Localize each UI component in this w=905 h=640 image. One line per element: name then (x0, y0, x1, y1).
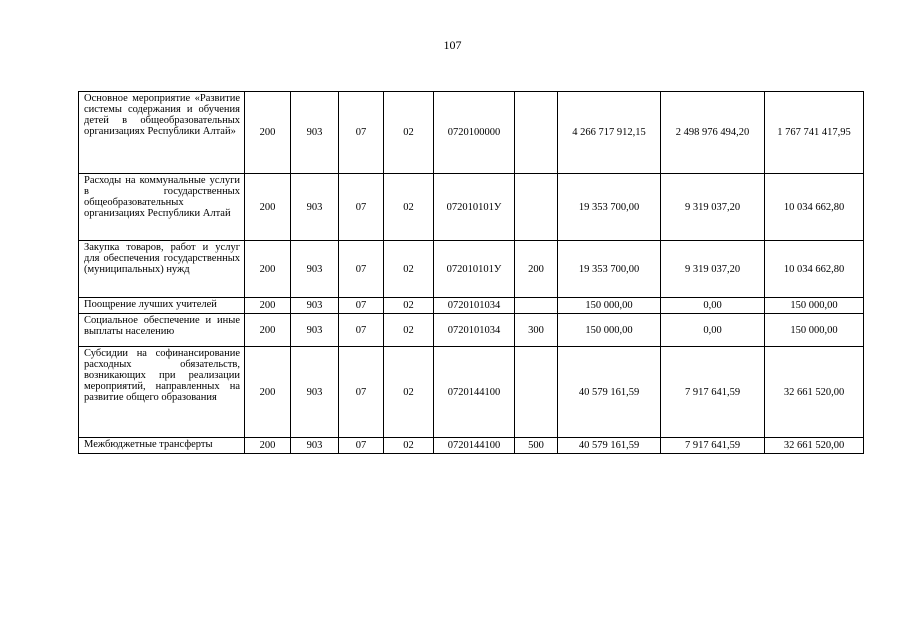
ministry-code-cell: 903 (291, 241, 339, 298)
plan-amount-cell: 19 353 700,00 (558, 241, 661, 298)
table-row (79, 241, 864, 298)
expense-name-cell: Закупка товаров, работ и услуг для обеспечения государственных (муниципальных) нужд (79, 241, 245, 298)
code-cell: 200 (245, 347, 291, 438)
section-cell: 07 (339, 298, 384, 314)
target-article-cell: 072010101У (434, 174, 515, 241)
expense-type-cell (515, 92, 558, 174)
expense-name-cell: Межбюджетные трансферты (79, 438, 245, 454)
remaining-amount-cell: 150 000,00 (765, 298, 864, 314)
ministry-code-cell: 903 (291, 314, 339, 347)
plan-amount-cell: 40 579 161,59 (558, 347, 661, 438)
remaining-amount-cell: 1 767 741 417,95 (765, 92, 864, 174)
code-cell: 200 (245, 298, 291, 314)
remaining-amount-cell: 32 661 520,00 (765, 347, 864, 438)
expense-type-cell (515, 298, 558, 314)
plan-amount-cell: 150 000,00 (558, 314, 661, 347)
code-cell: 200 (245, 314, 291, 347)
expense-type-cell (515, 347, 558, 438)
section-cell: 07 (339, 241, 384, 298)
remaining-amount-cell: 10 034 662,80 (765, 241, 864, 298)
table-row (79, 92, 864, 174)
page-number: 107 (443, 38, 462, 52)
ministry-code-cell: 903 (291, 438, 339, 454)
target-article-cell: 0720101034 (434, 298, 515, 314)
expense-type-cell (515, 174, 558, 241)
expense-type-cell: 500 (515, 438, 558, 454)
expense-name-cell: Основное мероприятие «Развитие системы содержания и обучения детей в общеобразовательных организациях Республики Алтай» (79, 92, 245, 174)
plan-amount-cell: 40 579 161,59 (558, 438, 661, 454)
executed-amount-cell: 0,00 (661, 314, 765, 347)
section-cell: 07 (339, 314, 384, 347)
target-article-cell: 0720100000 (434, 92, 515, 174)
subsection-cell: 02 (384, 347, 434, 438)
plan-amount-cell: 150 000,00 (558, 298, 661, 314)
section-cell: 07 (339, 92, 384, 174)
expense-name-cell: Социальное обеспечение и иные выплаты населению (79, 314, 245, 347)
plan-amount-cell: 19 353 700,00 (558, 174, 661, 241)
ministry-code-cell: 903 (291, 92, 339, 174)
subsection-cell: 02 (384, 92, 434, 174)
table-row (79, 347, 864, 438)
table-body (79, 92, 864, 454)
target-article-cell: 0720144100 (434, 347, 515, 438)
target-article-cell: 072010101У (434, 241, 515, 298)
table-row (79, 174, 864, 241)
expense-type-cell: 200 (515, 241, 558, 298)
code-cell: 200 (245, 438, 291, 454)
target-article-cell: 0720101034 (434, 314, 515, 347)
remaining-amount-cell: 32 661 520,00 (765, 438, 864, 454)
subsection-cell: 02 (384, 314, 434, 347)
expense-type-cell: 300 (515, 314, 558, 347)
subsection-cell: 02 (384, 241, 434, 298)
remaining-amount-cell: 10 034 662,80 (765, 174, 864, 241)
section-cell: 07 (339, 438, 384, 454)
code-cell: 200 (245, 174, 291, 241)
subsection-cell: 02 (384, 438, 434, 454)
ministry-code-cell: 903 (291, 298, 339, 314)
remaining-amount-cell: 150 000,00 (765, 314, 864, 347)
ministry-code-cell: 903 (291, 174, 339, 241)
plan-amount-cell: 4 266 717 912,15 (558, 92, 661, 174)
expense-name-cell: Поощрение лучших учителей (79, 298, 245, 314)
subsection-cell: 02 (384, 298, 434, 314)
executed-amount-cell: 9 319 037,20 (661, 174, 765, 241)
executed-amount-cell: 2 498 976 494,20 (661, 92, 765, 174)
executed-amount-cell: 7 917 641,59 (661, 438, 765, 454)
table-row (79, 298, 864, 314)
section-cell: 07 (339, 347, 384, 438)
target-article-cell: 0720144100 (434, 438, 515, 454)
code-cell: 200 (245, 241, 291, 298)
budget-table (78, 91, 864, 454)
table-row (79, 438, 864, 454)
code-cell: 200 (245, 92, 291, 174)
expense-name-cell: Субсидии на софинансирование расходных обязательств, возникающих при реализации мероприятий, направленных на развитие общего образования (79, 347, 245, 438)
executed-amount-cell: 0,00 (661, 298, 765, 314)
expense-name-cell: Расходы на коммунальные услуги в государственных общеобразовательных организациях Республики Алтай (79, 174, 245, 241)
executed-amount-cell: 9 319 037,20 (661, 241, 765, 298)
table-row (79, 314, 864, 347)
subsection-cell: 02 (384, 174, 434, 241)
executed-amount-cell: 7 917 641,59 (661, 347, 765, 438)
ministry-code-cell: 903 (291, 347, 339, 438)
section-cell: 07 (339, 174, 384, 241)
